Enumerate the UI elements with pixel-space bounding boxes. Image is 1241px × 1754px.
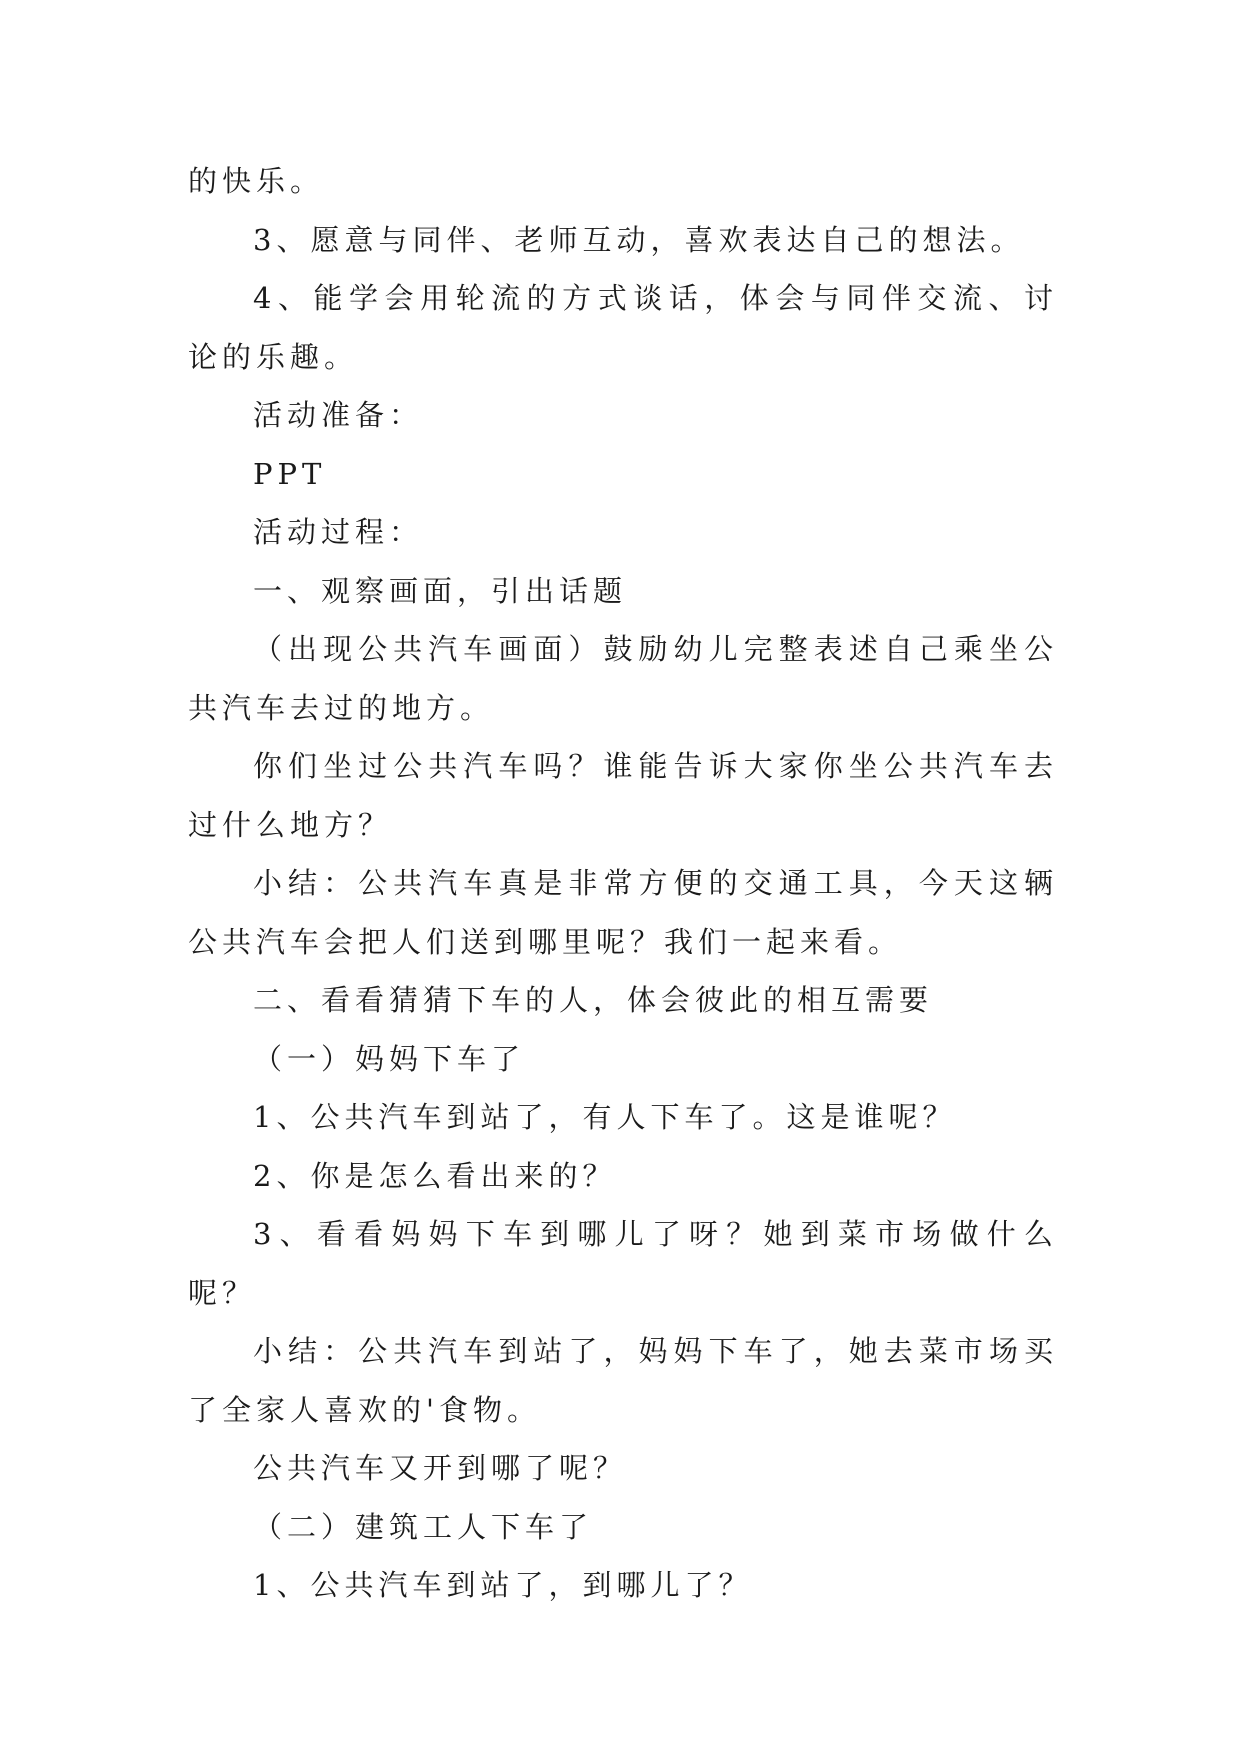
paragraph: 小结：公共汽车真是非常方便的交通工具，今天这辆公共汽车会把人们送到哪里呢？我们一起来看。	[188, 866, 1058, 959]
paragraph: 3、看看妈妈下车到哪儿了呀？她到菜市场做什么呢？	[188, 1217, 1058, 1310]
paragraph: 3、愿意与同伴、老师互动，喜欢表达自己的想法。	[253, 222, 1025, 257]
paragraph: 2、你是怎么看出来的？	[253, 1158, 617, 1193]
subsection-heading: （二）建筑工人下车了	[253, 1509, 594, 1544]
paragraph: PPT	[253, 456, 327, 491]
paragraph: （出现公共汽车画面）鼓励幼儿完整表述自己乘坐公共汽车去过的地方。	[188, 632, 1058, 725]
paragraph: 1、公共汽车到站了，有人下车了。这是谁呢？	[253, 1100, 957, 1134]
paragraph: 1、公共汽车到站了，到哪儿了？	[253, 1568, 753, 1602]
document-body	[188, 152, 1058, 1615]
subsection-heading: （一）妈妈下车了	[253, 1041, 526, 1076]
section-heading: 一、观察画面，引出话题	[253, 573, 628, 608]
paragraph: 小结：公共汽车到站了，妈妈下车了，她去菜市场买了全家人喜欢的'食物。	[188, 1334, 1058, 1427]
paragraph: 的快乐。	[188, 164, 325, 198]
section-heading: 活动准备：	[253, 398, 424, 432]
paragraph: 你们坐过公共汽车吗？谁能告诉大家你坐公共汽车去过什么地方？	[188, 749, 1058, 842]
paragraph: 公共汽车又开到哪了呢？	[253, 1451, 628, 1485]
section-heading: 活动过程：	[253, 515, 424, 549]
paragraph: 4、能学会用轮流的方式谈话，体会与同伴交流、讨论的乐趣。	[188, 281, 1058, 374]
section-heading: 二、看看猜猜下车的人，体会彼此的相互需要	[253, 983, 934, 1017]
